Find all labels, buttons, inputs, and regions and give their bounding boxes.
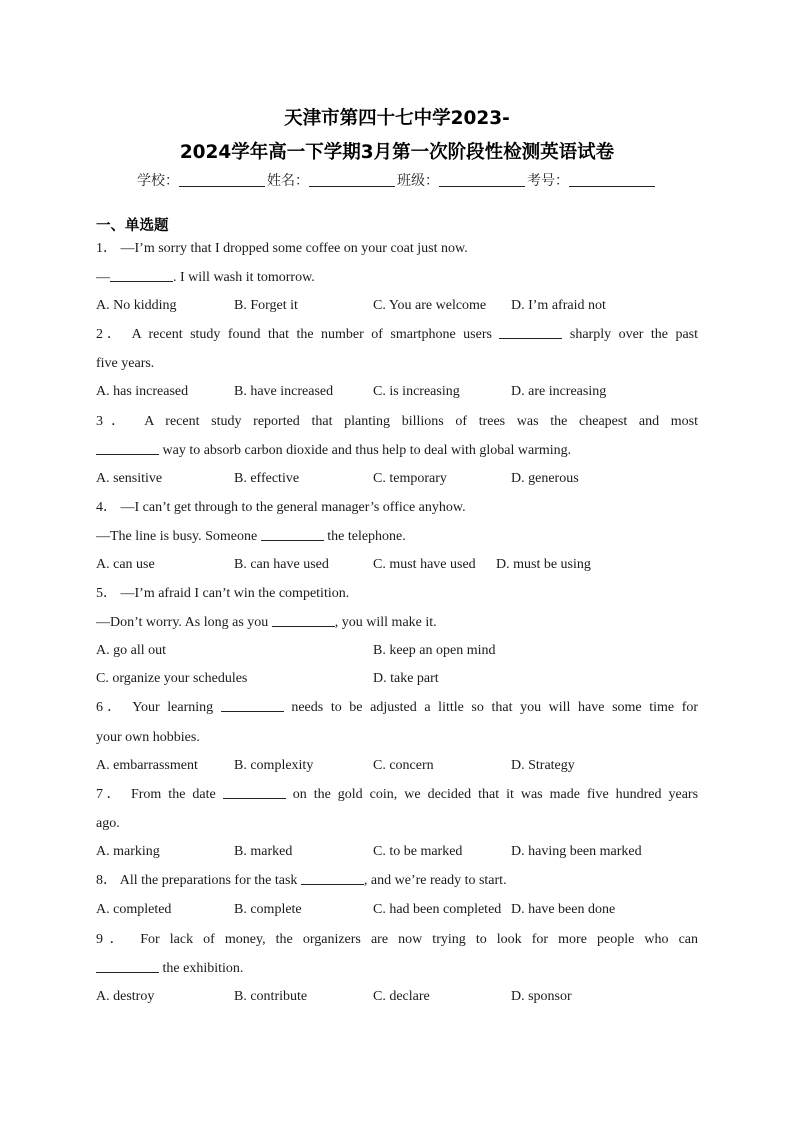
question-4-line-2 <box>96 527 698 547</box>
option-b: B. have increased <box>234 384 334 399</box>
question-text: —Don’t worry. As long as you <box>96 615 269 630</box>
option-d: D. take part <box>373 671 439 686</box>
question-6-line-1 <box>96 698 698 718</box>
option-b: B. complexity <box>234 758 314 773</box>
question-1-line-1 <box>96 239 698 259</box>
question-text: , you will make it. <box>334 615 437 630</box>
question-number: 5． <box>96 586 117 601</box>
option-c: C. organize your schedules <box>96 671 248 686</box>
question-7-line-1 <box>96 785 698 805</box>
question-text: —I can’t get through to the general manager’s office anyhow. <box>120 500 466 515</box>
option-d: D. having been marked <box>511 844 642 859</box>
option-a: A. has increased <box>96 384 189 399</box>
question-text: —The line is busy. Someone <box>96 529 258 544</box>
name-blank <box>309 172 395 187</box>
option-b: B. marked <box>234 844 293 859</box>
option-a: A. No kidding <box>96 298 177 313</box>
question-text: For lack of money, the organizers are now trying to look for more people who can <box>140 932 698 947</box>
question-text: needs to be adjusted a little so that you will have some time for <box>291 700 699 715</box>
question-text: — <box>96 270 110 285</box>
question-text: A recent study reported that planting billions of trees was the cheapest and most <box>144 414 699 429</box>
class-label: 班级： <box>397 173 439 189</box>
option-a: A. embarrassment <box>96 758 198 773</box>
question-3-line-1 <box>96 412 698 432</box>
question-number: 4． <box>96 500 117 515</box>
answer-blank <box>301 871 364 885</box>
answer-blank <box>96 959 159 973</box>
option-d: D. have been done <box>511 902 616 917</box>
question-5-line-2 <box>96 613 698 633</box>
class-blank <box>439 172 525 187</box>
option-b: B. effective <box>234 471 300 486</box>
exam-number-label: 考号： <box>527 173 569 189</box>
question-6-line-2 <box>96 728 698 748</box>
question-text: —I’m afraid I can’t win the competition. <box>120 586 350 601</box>
option-c: C. must have used <box>373 557 476 572</box>
question-text: Your learning <box>132 700 214 715</box>
option-d: D. must be using <box>496 557 591 572</box>
question-7-line-2 <box>96 814 698 834</box>
question-text: sharply over the past <box>569 327 699 342</box>
answer-blank <box>221 698 284 712</box>
question-9-line-1 <box>96 930 698 950</box>
question-text: your own hobbies. <box>96 730 200 745</box>
option-d: D. generous <box>511 471 579 486</box>
question-text: , and we’re ready to start. <box>363 873 507 888</box>
option-a: A. completed <box>96 902 172 917</box>
option-c: C. You are welcome <box>373 298 487 313</box>
section-heading: 一、单选题 <box>96 218 169 234</box>
question-2-line-1 <box>96 325 698 345</box>
option-a: A. sensitive <box>96 471 163 486</box>
question-4-line-1 <box>96 498 698 518</box>
option-d: D. are increasing <box>511 384 607 399</box>
option-a: A. marking <box>96 844 160 859</box>
answer-blank <box>272 613 335 627</box>
answer-blank <box>110 268 173 282</box>
answer-blank <box>261 527 324 541</box>
option-b: B. complete <box>234 902 302 917</box>
question-number: 9． <box>96 932 131 947</box>
student-info-row <box>0 170 794 190</box>
question-text: . I will wash it tomorrow. <box>173 270 315 285</box>
exam-title-line1: 天津市第四十七中学2023- <box>284 108 510 129</box>
option-d: D. I’m afraid not <box>511 298 606 313</box>
question-text: on the gold coin, we decided that it was made five hundred years <box>292 787 699 802</box>
question-text: A recent study found that the number of smartphone users <box>131 327 492 342</box>
option-a: A. go all out <box>96 643 166 658</box>
question-3-line-2 <box>96 441 698 461</box>
question-number: 1． <box>96 241 117 256</box>
question-5-line-1 <box>96 584 698 604</box>
question-number: 8． <box>96 873 117 888</box>
answer-blank <box>223 785 286 799</box>
question-text: ago. <box>96 816 120 831</box>
option-a: A. can use <box>96 557 155 572</box>
school-label: 学校： <box>137 173 179 189</box>
question-text: —I’m sorry that I dropped some coffee on your coat just now. <box>120 241 468 256</box>
option-d: D. sponsor <box>511 989 572 1004</box>
question-text: five years. <box>96 356 155 371</box>
question-9-line-2 <box>96 959 698 979</box>
option-d: D. Strategy <box>511 758 575 773</box>
school-blank <box>179 172 265 187</box>
question-8-line-1 <box>96 871 698 891</box>
option-a: A. destroy <box>96 989 155 1004</box>
option-c: C. concern <box>373 758 434 773</box>
question-2-line-2 <box>96 354 698 374</box>
question-text: the telephone. <box>327 529 406 544</box>
exam-title-line2: 2024学年高一下学期3月第一次阶段性检测英语试卷 <box>179 142 615 163</box>
name-label: 姓名： <box>267 173 309 189</box>
option-b: B. keep an open mind <box>373 643 496 658</box>
question-text: All the preparations for the task <box>119 873 298 888</box>
option-c: C. temporary <box>373 471 447 486</box>
option-c: C. to be marked <box>373 844 463 859</box>
question-number: 7． <box>96 787 124 802</box>
question-1-line-2 <box>96 268 698 288</box>
option-c: C. declare <box>373 989 430 1004</box>
question-text: From the date <box>130 787 216 802</box>
answer-blank <box>499 325 562 339</box>
option-b: B. contribute <box>234 989 308 1004</box>
option-b: B. can have used <box>234 557 329 572</box>
option-b: B. Forget it <box>234 298 298 313</box>
option-c: C. had been completed <box>373 902 502 917</box>
question-number: 6． <box>96 700 126 715</box>
exam-number-blank <box>569 172 655 187</box>
question-number: 2． <box>96 327 125 342</box>
question-text: the exhibition. <box>162 961 244 976</box>
answer-blank <box>96 441 159 455</box>
question-text: way to absorb carbon dioxide and thus help to deal with global warming. <box>162 443 572 458</box>
question-number: 3． <box>96 414 134 429</box>
option-c: C. is increasing <box>373 384 460 399</box>
